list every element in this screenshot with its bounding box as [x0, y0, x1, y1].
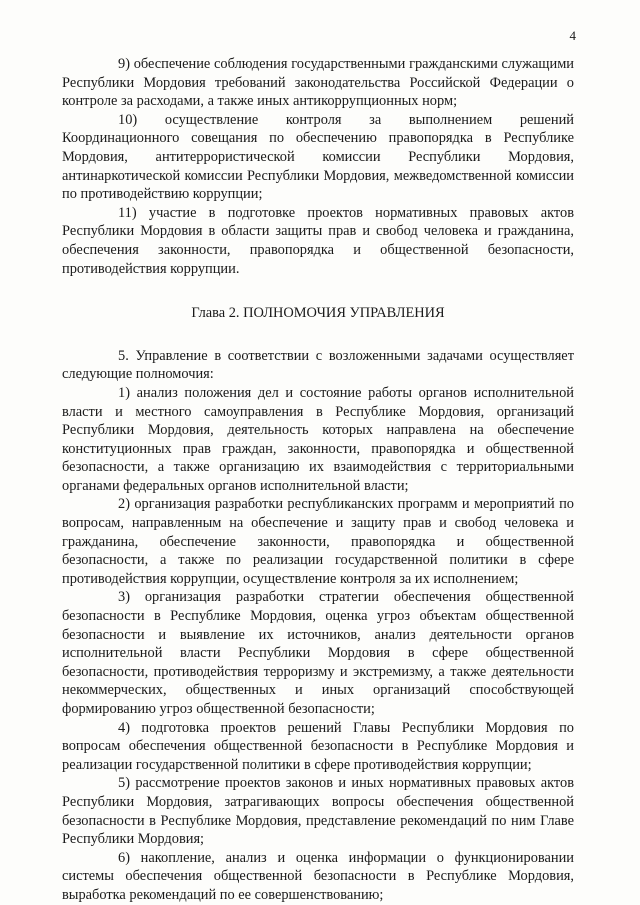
document-body — [62, 55, 574, 905]
paragraph-power-2: 2) организация разработки республиканских программ и мероприятий по вопросам, направленным на обеспечение и защиту прав и свобод человека и гражданина, обеспечение законности, правопорядка и общественной безопасности, а также по реализации государственной политики в сфере противодействия коррупции, осуществление контроля за их исполнением; — [62, 496, 574, 587]
paragraph-item-10: 10) осуществление контроля за выполнением решений Координационного совещания по обеспечению правопорядка в Республике Мордовия, антитеррористической комиссии Республики Мордовия, антинаркотической комиссии Республики Мордовия, межведомственной комиссии по противодействию коррупции; — [62, 111, 574, 203]
page-number: 4 — [569, 28, 576, 43]
paragraph-power-5: 5) рассмотрение проектов законов и иных нормативных правовых актов Республики Мордовия, затрагивающих вопросы обеспечения общественной безопасности в Республике Мордовия, представление рекомендаций по ним Главе Республики Мордовия; — [62, 775, 574, 848]
paragraph-power-4: 4) подготовка проектов решений Главы Республики Мордовия по вопросам обеспечения общественной безопасности в Республике Мордовия и реализации государственной политики в сфере противодействия коррупции; — [62, 719, 574, 773]
paragraph-item-11: 11) участие в подготовке проектов нормативных правовых актов Республики Мордовия в области защиты прав и свобод человека и гражданина, обеспечения законности, правопорядка и общественной безопасности, противодействия коррупции. — [62, 204, 574, 277]
chapter-title: Глава 2. ПОЛНОМОЧИЯ УПРАВЛЕНИЯ — [191, 305, 445, 322]
paragraph-power-6: 6) накопление, анализ и оценка информации о функционировании системы обеспечения общественной безопасности в Республике Мордовия, выработка рекомендаций по ее совершенствованию; — [62, 849, 574, 903]
paragraph-intro: 5. Управление в соответствии с возложенными задачами осуществляет следующие полномочия: — [62, 347, 574, 383]
paragraph-power-3: 3) организация разработки стратегии обеспечения общественной безопасности в Республике Мордовия, оценка угроз объектам общественной безопасности и выявление их источников, анализ деятельности органов исполнительной власти Республики Мордовия в сфере общественной безопасности, противодействия терроризму и экстремизму, а также деятельности некоммерческих, общественных и иных организаций способствующей формированию угроз общественной безопасности; — [62, 589, 574, 717]
paragraph-power-1: 1) анализ положения дел и состояние работы органов исполнительной власти и местного самоуправления в Республике Мордовия, организаций Республики Мордовия, деятельность которых направлена на обеспечение конституционных прав граждан, законности, правопорядка и общественной безопасности, а также организацию их взаимодействия с территориальными органами федеральных органов исполнительной власти; — [62, 384, 574, 494]
paragraph-item-9: 9) обеспечение соблюдения государственными гражданскими служащими Республики Мордовия требований законодательства Российской Федерации о контроле за расходами, а также иных антикоррупционных норм; — [62, 56, 574, 110]
